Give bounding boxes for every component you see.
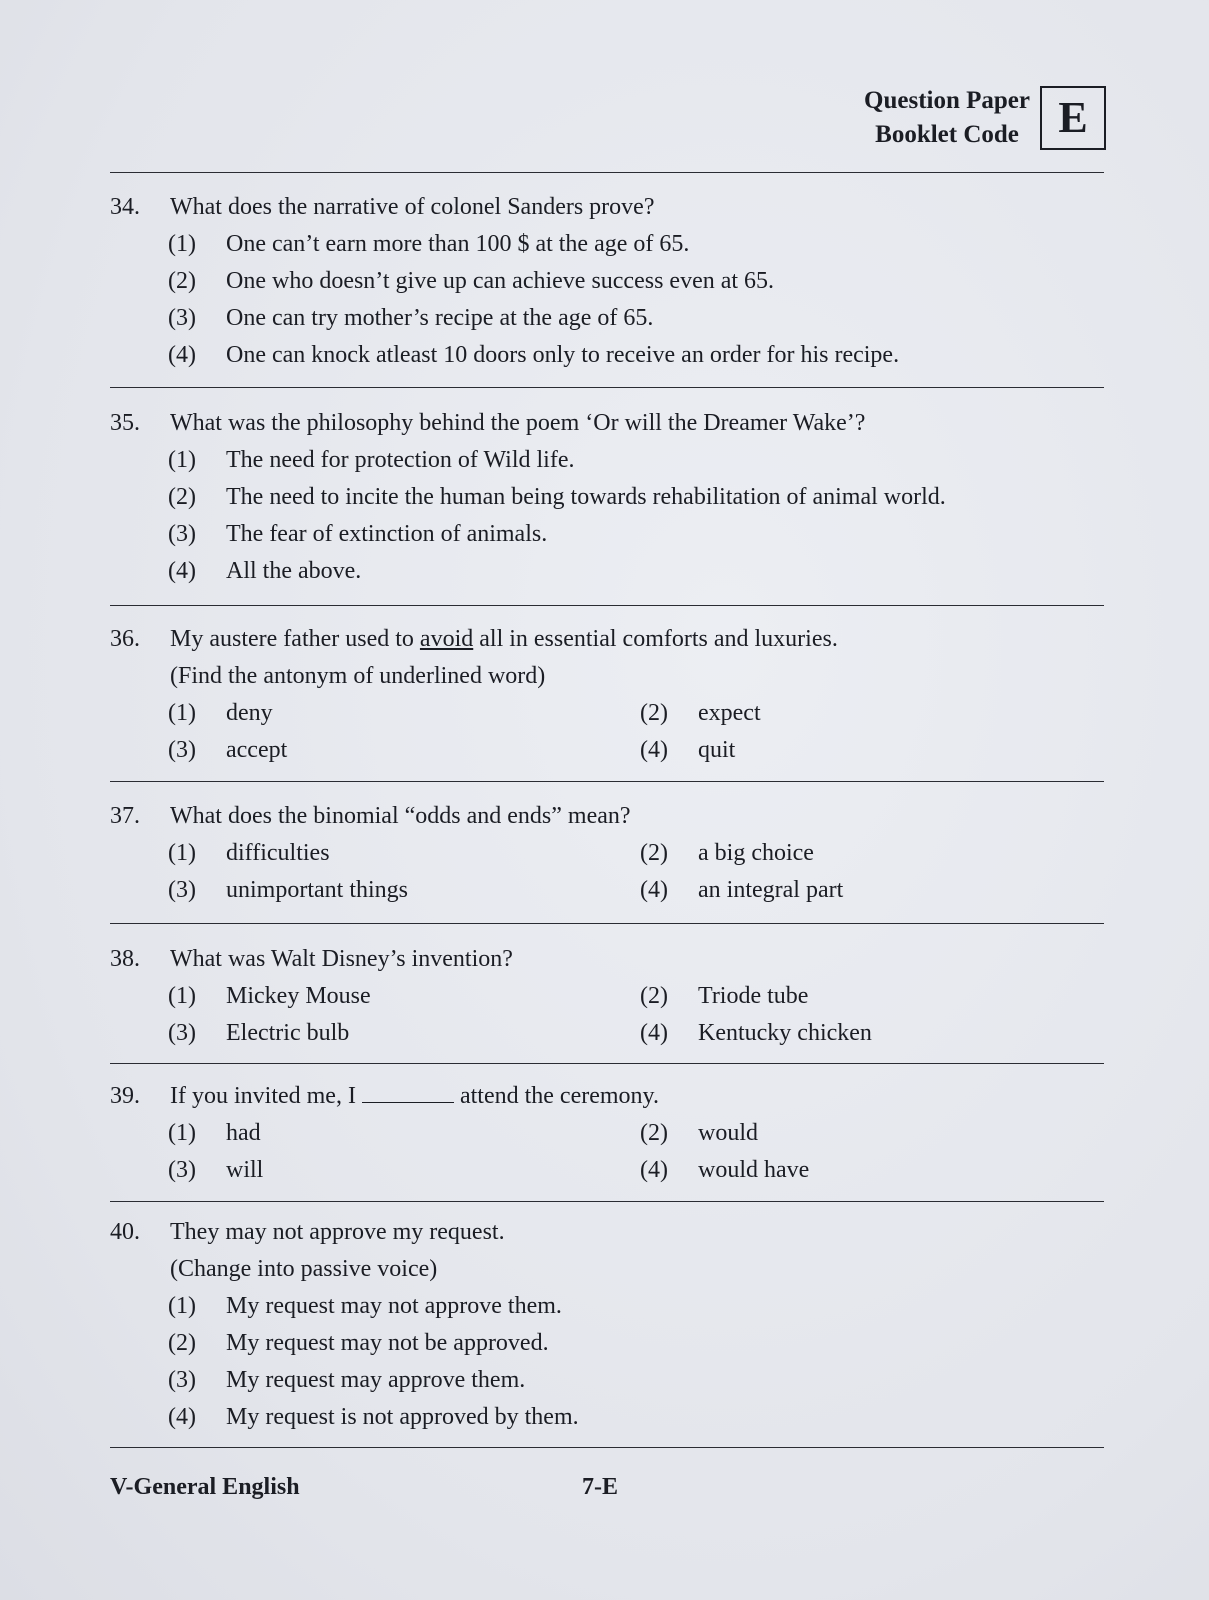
option-4: (4) an integral part xyxy=(640,877,844,903)
question-number: 39. xyxy=(110,1083,140,1109)
divider xyxy=(110,1201,1104,1202)
question-instruction: (Change into passive voice) xyxy=(170,1256,438,1282)
option-2: (2) expect xyxy=(640,700,761,726)
option-1: (1) The need for protection of Wild life. xyxy=(168,447,575,473)
option-3: (3) My request may approve them. xyxy=(168,1367,526,1393)
option-1: (1) My request may not approve them. xyxy=(168,1293,562,1319)
divider xyxy=(110,1447,1104,1448)
option-3: (3) unimportant things xyxy=(168,877,408,903)
question-text: What was Walt Disney’s invention? xyxy=(170,946,513,972)
underlined-word: avoid xyxy=(419,626,474,652)
option-1: (1) had xyxy=(168,1120,261,1146)
divider xyxy=(110,172,1104,173)
answer-blank xyxy=(362,1082,454,1103)
option-1: (1) difficulties xyxy=(168,840,330,866)
question-number: 38. xyxy=(110,946,140,972)
option-2: (2) My request may not be approved. xyxy=(168,1330,549,1356)
question-38 xyxy=(110,941,1099,1052)
divider xyxy=(110,605,1104,606)
option-3: (3) will xyxy=(168,1157,264,1183)
question-39 xyxy=(110,1078,1099,1189)
option-4: (4) One can knock atleast 10 doors only to receive an order for his recipe. xyxy=(168,342,900,368)
option-3: (3) accept xyxy=(168,737,288,763)
question-text: They may not approve my request. xyxy=(170,1219,505,1245)
divider xyxy=(110,781,1104,782)
question-35 xyxy=(110,405,1099,590)
divider xyxy=(110,1063,1104,1064)
option-3: (3) Electric bulb xyxy=(168,1020,350,1046)
question-text: What does the binomial “odds and ends” mean? xyxy=(170,803,631,829)
question-40 xyxy=(110,1214,1099,1436)
option-2: (2) would xyxy=(640,1120,758,1146)
footer-subject: V-General English xyxy=(110,1474,300,1500)
question-text: What was the philosophy behind the poem ‘Or will the Dreamer Wake’? xyxy=(170,410,866,436)
option-4: (4) My request is not approved by them. xyxy=(168,1404,579,1430)
booklet-code-header xyxy=(864,84,1106,152)
question-text: If you invited me, I attend the ceremony. xyxy=(170,1083,659,1109)
option-4: (4) Kentucky chicken xyxy=(640,1020,872,1046)
option-2: (2) One who doesn’t give up can achieve success even at 65. xyxy=(168,268,775,294)
booklet-code-box: E xyxy=(1040,86,1106,150)
footer-page-number: 7-E xyxy=(582,1474,618,1500)
option-2: (2) Triode tube xyxy=(640,983,809,1009)
question-instruction: (Find the antonym of underlined word) xyxy=(170,663,546,689)
question-number: 35. xyxy=(110,410,140,436)
header-line-2: Booklet Code xyxy=(875,121,1019,148)
question-text: What does the narrative of colonel Sanders prove? xyxy=(170,194,655,220)
question-number: 36. xyxy=(110,626,140,652)
question-number: 40. xyxy=(110,1219,140,1245)
divider xyxy=(110,387,1104,388)
option-1: (1) One can’t earn more than 100 $ at the age of 65. xyxy=(168,231,690,257)
option-4: (4) quit xyxy=(640,737,736,763)
option-4: (4) would have xyxy=(640,1157,810,1183)
option-4: (4) All the above. xyxy=(168,558,362,584)
question-34 xyxy=(110,189,1099,374)
booklet-code-label xyxy=(864,84,1030,152)
divider xyxy=(110,923,1104,924)
option-1: (1) Mickey Mouse xyxy=(168,983,371,1009)
page-footer xyxy=(110,1474,1099,1510)
question-number: 37. xyxy=(110,803,140,829)
option-1: (1) deny xyxy=(168,700,273,726)
question-37 xyxy=(110,798,1099,909)
option-3: (3) One can try mother’s recipe at the age of 65. xyxy=(168,305,654,331)
option-2: (2) The need to incite the human being towards rehabilitation of animal world. xyxy=(168,484,946,510)
question-36 xyxy=(110,621,1099,769)
option-3: (3) The fear of extinction of animals. xyxy=(168,521,548,547)
header-line-1: Question Paper xyxy=(864,87,1030,114)
option-2: (2) a big choice xyxy=(640,840,814,866)
question-number: 34. xyxy=(110,194,140,220)
question-text: My austere father used to avoid all in essential comforts and luxuries. xyxy=(170,626,838,652)
